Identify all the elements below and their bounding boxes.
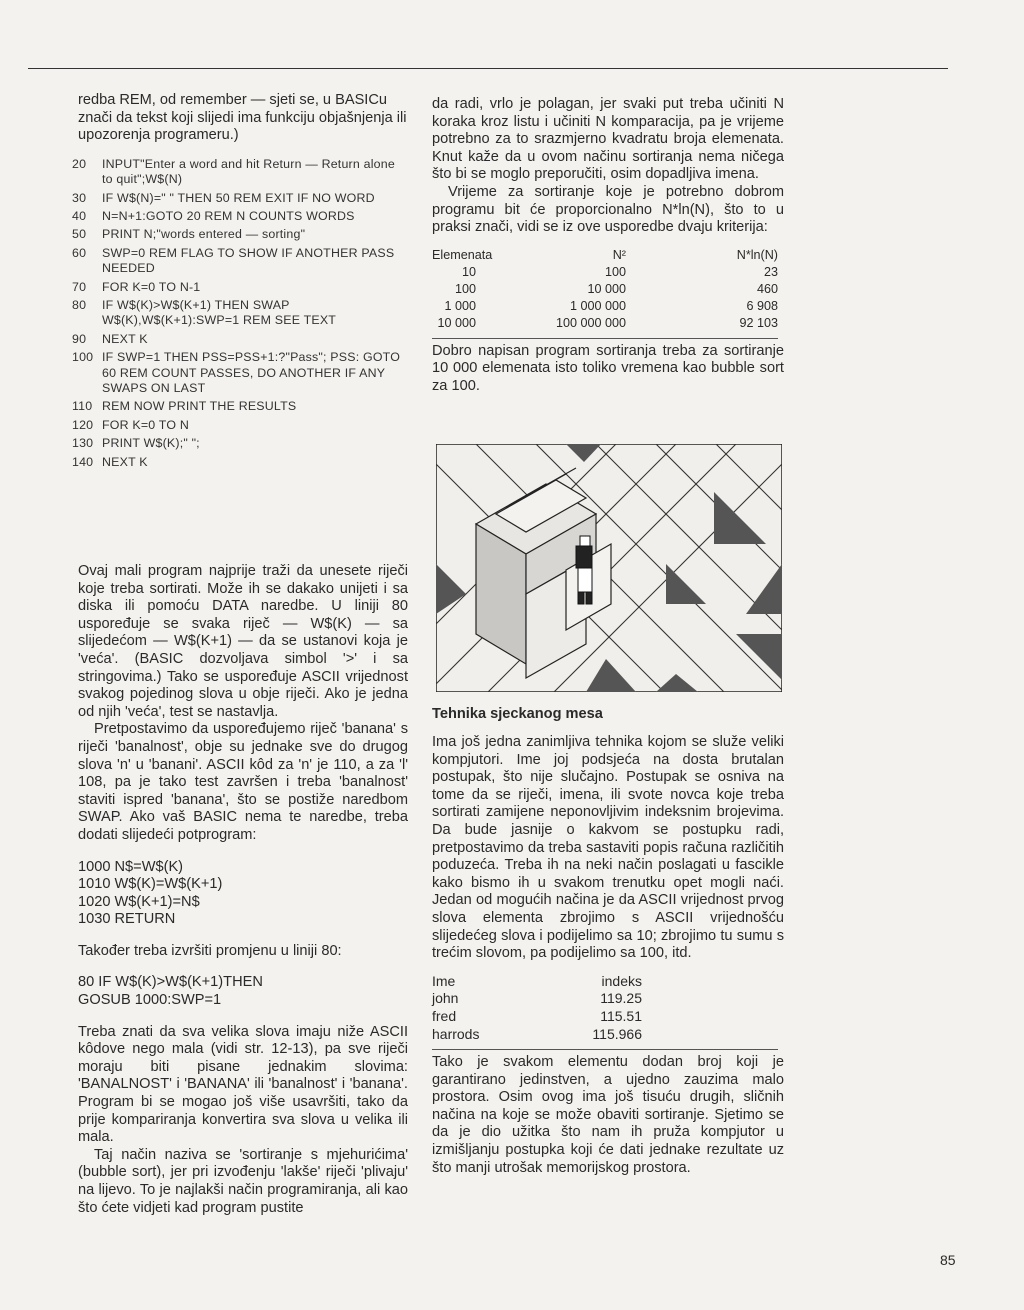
right-column-top bbox=[432, 96, 784, 396]
table-cell: fred bbox=[432, 1007, 457, 1024]
line-text: N=N+1:GOTO 20 REM N COUNTS WORDS bbox=[102, 209, 355, 223]
line-text: IF W$(K)>W$(K+1) THEN SWAP W$(K),W$(K+1):SWP=1 REM SEE TEXT bbox=[102, 298, 337, 328]
line-text: IF SWP=1 THEN PSS=PSS+1:?"Pass"; PSS: GOTO 60 REM COUNT PASSES, DO ANOTHER IF ANY SWAPS ON LAST bbox=[102, 350, 401, 396]
right-paragraph-4: Ima još jedna zanimljiva tehnika kojom se služe veliki kompjutori. Ime joj podsjeća na dosta brutalan postupak, što nije slučajno. Postupak se osniva na tome da se riječi, imena, ili svote novca koje treba sortirati zamijene neponovljivim indeksnim brojevima. Da bude jasnije o kakvom se postupku radi, pretpostavimo da treba sastaviti popis računa različitih poduzeća. Treba ih na neki način poslagati u fascikle kako bismo ih u svakom trenutku opet mogli naći. Jedan od mogućih načina je da ASCII vrijednost prvog slova elementa zbrojimo s ASCII vrijednošću slijedećeg slova i podijelimo sa 10; zbrojimo tu sumu s trećim slovom, pa podijelimo sa 100, itd. bbox=[432, 734, 784, 962]
table-header: N² bbox=[612, 247, 626, 262]
line-number: 90 bbox=[72, 331, 87, 346]
code-line bbox=[72, 298, 408, 329]
code-line bbox=[72, 279, 408, 295]
line-number: 30 bbox=[72, 190, 87, 205]
table-header: indeks bbox=[601, 972, 642, 989]
line-text: PRINT N;"words entered — sorting" bbox=[102, 227, 306, 242]
page-number: 85 bbox=[940, 1252, 956, 1268]
right-paragraph-5: Tako je svakom elementu dodan broj koji je garantirano jedinstven, a ujedno zauzima malo prostora. Osim ovog ima još tisuću drugih, sličnih načina na koje se može obaviti sortiranje. Sjetimo se da je dio užitka što nam ih pruža kompjutor u izmišljanju postupka koji će dati jednake rezultate uz što manji utrošak memorijskog prostora. bbox=[432, 1054, 784, 1176]
table-divider bbox=[432, 338, 778, 339]
subroutine-line: 1000 N$=W$(K) bbox=[78, 858, 184, 875]
change-listing bbox=[78, 974, 408, 1009]
code-line bbox=[72, 209, 408, 224]
table-cell: harrods bbox=[432, 1025, 480, 1042]
table-cell: 23 bbox=[763, 264, 778, 279]
paragraph-5: Taj način naziva se 'sortiranje s mjehurićima' (bubble sort), jer pri izvođenju 'lakše' riječi 'plivaju' na lijevo. To je najlakši način programiranja, ali kao što ćete vidjeti kad program pustite bbox=[78, 1146, 408, 1216]
subroutine-line: 1020 W$(K+1)=N$ bbox=[78, 893, 200, 910]
line-number: 140 bbox=[72, 454, 94, 469]
line-number: 120 bbox=[72, 417, 94, 432]
complexity-table bbox=[432, 247, 778, 332]
table-cell: 100 000 000 bbox=[555, 315, 626, 330]
line-number: 110 bbox=[72, 399, 93, 414]
table-cell: 115.51 bbox=[600, 1007, 642, 1024]
line-text: PRINT W$(K);" "; bbox=[102, 436, 200, 451]
table-cell: 1 000 000 bbox=[569, 298, 626, 313]
line-number: 60 bbox=[72, 245, 87, 260]
line-text: NEXT K bbox=[102, 331, 148, 346]
left-text-block bbox=[78, 563, 408, 1217]
change-line: 80 IF W$(K)>W$(K+1)THEN bbox=[78, 974, 263, 991]
section-heading: Tehnika sjeckanog mesa bbox=[432, 706, 603, 722]
table-row bbox=[432, 298, 778, 315]
table-cell: 460 bbox=[756, 281, 778, 296]
code-line bbox=[72, 156, 408, 188]
line-number: 130 bbox=[72, 436, 94, 451]
code-line bbox=[72, 436, 408, 451]
paragraph-4: Treba znati da sva velika slova imaju niže ASCII kôdove nego mala (vidi str. 12-13), pa sve riječi moraju biti pisane jednakim slovima: 'BANALNOST' i 'BANANA' ili 'banalnost' i 'banana'. Program bi se mogao još više usavršiti, tako da prije kompariranja konvertira sva slova u velika ili mala. bbox=[78, 1023, 408, 1146]
intro-paragraph: redba REM, od remember — sjeti se, u BASICu znači da tekst koji slijedi ima funkciju objašnjenja ili upozorenja programeru.) bbox=[78, 92, 407, 144]
code-line bbox=[72, 350, 408, 396]
right-paragraph-2: Vrijeme za sortiranje koje je potrebno dobrom programu bit će proporcionalno N*ln(N), što to u praksi znači, vidi se iz ove usporedbe dvaju kriterija: bbox=[432, 183, 784, 236]
subroutine-listing bbox=[78, 859, 408, 929]
table-header: N*ln(N) bbox=[736, 247, 778, 262]
line-text: NEXT K bbox=[102, 454, 148, 469]
table-row bbox=[432, 281, 778, 298]
table-header: Ime bbox=[432, 972, 456, 989]
table-cell: 6 908 bbox=[746, 298, 778, 313]
table-cell: 10 bbox=[461, 264, 476, 279]
index-table bbox=[432, 973, 642, 1043]
line-number: 20 bbox=[72, 156, 87, 171]
right-paragraph-3: Dobro napisan program sortiranja treba za sortiranje 10 000 elemenata isto toliko vremena kao bubble sort za 100. bbox=[432, 342, 784, 394]
code-line bbox=[72, 331, 408, 347]
code-line bbox=[72, 190, 408, 206]
code-line bbox=[72, 245, 408, 277]
subroutine-line: 1010 W$(K)=W$(K+1) bbox=[78, 876, 223, 893]
table-cell: 1 000 bbox=[444, 298, 476, 313]
table-divider bbox=[432, 1049, 778, 1050]
subroutine-line: 1030 RETURN bbox=[78, 911, 176, 928]
table-row bbox=[432, 1008, 642, 1026]
line-text: FOR K=0 TO N-1 bbox=[102, 279, 201, 294]
table-cell: john bbox=[432, 990, 459, 1007]
table-header-row bbox=[432, 973, 642, 991]
table-cell: 10 000 bbox=[587, 281, 626, 296]
code-line bbox=[72, 399, 408, 414]
basic-listing bbox=[72, 156, 408, 470]
line-number: 40 bbox=[72, 209, 87, 223]
line-text: REM NOW PRINT THE RESULTS bbox=[102, 399, 297, 414]
line-number: 50 bbox=[72, 227, 87, 242]
table-cell: 119.25 bbox=[600, 990, 642, 1007]
isometric-illustration bbox=[436, 444, 782, 692]
table-row bbox=[432, 315, 778, 332]
header-rule bbox=[28, 68, 948, 69]
code-line bbox=[72, 454, 408, 470]
line-text: FOR K=0 TO N bbox=[102, 417, 189, 432]
left-column bbox=[72, 92, 408, 473]
table-row bbox=[432, 264, 778, 281]
line-number: 70 bbox=[72, 279, 87, 294]
table-cell: 100 bbox=[604, 264, 626, 279]
line-text: IF W$(N)=" " THEN 50 REM EXIT IF NO WORD bbox=[102, 190, 375, 205]
code-line bbox=[72, 227, 408, 242]
table-row bbox=[432, 990, 642, 1008]
table-cell: 92 103 bbox=[739, 315, 778, 330]
line-number: 100 bbox=[72, 350, 94, 365]
table-header: Elemenata bbox=[432, 247, 493, 262]
table-cell: 10 000 bbox=[437, 315, 476, 330]
code-line bbox=[72, 417, 408, 433]
table-cell: 115.966 bbox=[592, 1025, 642, 1042]
line-text: INPUT"Enter a word and hit Return — Return alone to quit";W$(N) bbox=[102, 156, 395, 187]
right-paragraph-1: da radi, vrlo je polagan, jer svaki put treba učiniti N koraka kroz listu i učiniti N komparacija, pa je vrijeme potrebno za to srazmjerno kvadratu broja elemenata. Knut kaže da u ovom načinu sortiranja nema ničega što bi se moglo preporučiti, osim dopadljiva imena. bbox=[432, 96, 784, 183]
line-text: SWP=0 REM FLAG TO SHOW IF ANOTHER PASS NEEDED bbox=[102, 245, 395, 276]
line-number: 80 bbox=[72, 298, 87, 313]
table-row bbox=[432, 1026, 642, 1044]
paragraph-3: Također treba izvršiti promjenu u liniji 80: bbox=[78, 942, 342, 959]
right-column-bottom bbox=[432, 706, 784, 1177]
paragraph-1: Ovaj mali program najprije traži da unesete riječi koje treba sortirati. Može ih se dakako unijeti i sa diska ili pomoću DATA naredbe. U liniji 80 uspoređuje se svaka riječ — W$(K) — sa slijedećom — W$(K+1) — da se ustanovi koja je 'veća'. (BASIC dozvoljava simbol '>' i sa stringovima.) Tako se uspoređuje ASCII vrijednost svakog pojedinog slova u obje riječi. Ako je jedna od njih 'veća', test se nastavlja. bbox=[78, 563, 408, 720]
change-line: GOSUB 1000:SWP=1 bbox=[78, 992, 222, 1009]
paragraph-2: Pretpostavimo da uspoređujemo riječ 'banana' s riječi 'banalnost', obje su jednake sve do drugog slova 'n' u 'banani'. ASCII kôd za 'n' je 110, a za 'l' 108, pa je tako test završen i treba 'banalnost' staviti ispred 'banana', što se postiže naredbom SWAP. Ako vaš BASIC nema te naredbe, treba dodati slijedeći potprogram: bbox=[78, 721, 408, 843]
table-header-row bbox=[432, 247, 778, 264]
table-cell: 100 bbox=[454, 281, 476, 296]
